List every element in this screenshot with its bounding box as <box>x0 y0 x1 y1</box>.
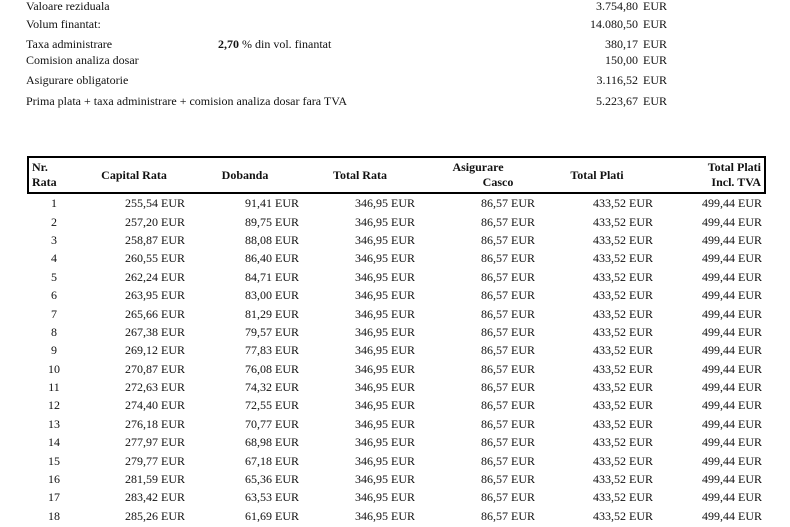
table-row <box>28 193 765 212</box>
cell-capital-rata: 283,42 EUR <box>125 490 185 505</box>
cell-total-rata: 346,95 EUR <box>355 251 415 266</box>
cell-nr-rata: 13 <box>48 416 60 431</box>
cell-dobanda: 61,69 EUR <box>245 508 299 523</box>
cell-dobanda: 67,18 EUR <box>245 453 299 468</box>
summary-row-asigurare-obligatorie <box>0 71 790 89</box>
cell-asigurare-casco: 86,57 EUR <box>481 435 535 450</box>
table-row <box>28 212 765 230</box>
summary-row-valoare-reziduala <box>0 0 790 15</box>
cell-total-rata: 346,95 EUR <box>355 196 415 211</box>
cell-total-rata: 346,95 EUR <box>355 435 415 450</box>
cell-total-plati-tva: 499,44 EUR <box>702 435 762 450</box>
cell-total-plati-tva: 499,44 EUR <box>702 196 762 211</box>
header-asigurare-casco: Asigurare Casco <box>418 157 538 193</box>
summary-label: Comision analiza dosar <box>26 53 139 67</box>
header-total-plati-tva: Total Plati Incl. TVA <box>656 157 765 193</box>
cell-total-plati: 433,52 EUR <box>593 324 653 339</box>
table-row <box>28 341 765 359</box>
cell-asigurare-casco: 86,57 EUR <box>481 416 535 431</box>
cell-asigurare-casco: 86,57 EUR <box>481 453 535 468</box>
summary-currency: EUR <box>643 37 667 51</box>
cell-nr-rata: 11 <box>48 380 60 395</box>
cell-asigurare-casco: 86,57 EUR <box>481 324 535 339</box>
cell-capital-rata: 269,12 EUR <box>125 343 185 358</box>
table-header-row <box>28 157 765 193</box>
cell-total-plati: 433,52 EUR <box>593 508 653 523</box>
cell-total-rata: 346,95 EUR <box>355 214 415 229</box>
cell-total-plati-tva: 499,44 EUR <box>702 269 762 284</box>
cell-asigurare-casco: 86,57 EUR <box>481 251 535 266</box>
cell-total-plati: 433,52 EUR <box>593 453 653 468</box>
table-row <box>28 231 765 249</box>
cell-dobanda: 63,53 EUR <box>245 490 299 505</box>
header-total-rata: Total Rata <box>302 157 418 193</box>
cell-total-plati-tva: 499,44 EUR <box>702 472 762 487</box>
summary-label: Volum finantat: <box>26 17 101 31</box>
cell-dobanda: 79,57 EUR <box>245 324 299 339</box>
table-row <box>28 249 765 267</box>
summary-row-volum-finantat <box>0 15 790 33</box>
cell-nr-rata: 15 <box>48 453 60 468</box>
cell-nr-rata: 18 <box>48 508 60 523</box>
summary-currency: EUR <box>643 17 667 31</box>
table-row <box>28 507 765 525</box>
table-row <box>28 286 765 304</box>
cell-total-plati: 433,52 EUR <box>593 306 653 321</box>
cell-capital-rata: 276,18 EUR <box>125 416 185 431</box>
cell-nr-rata: 12 <box>48 398 60 413</box>
cell-total-plati-tva: 499,44 EUR <box>702 288 762 303</box>
cell-total-plati: 433,52 EUR <box>593 232 653 247</box>
cell-nr-rata: 7 <box>51 306 57 321</box>
cell-nr-rata: 1 <box>51 196 57 211</box>
cell-total-rata: 346,95 EUR <box>355 232 415 247</box>
cell-total-rata: 346,95 EUR <box>355 324 415 339</box>
cell-asigurare-casco: 86,57 EUR <box>481 288 535 303</box>
table-row <box>28 396 765 414</box>
cell-total-rata: 346,95 EUR <box>355 508 415 523</box>
cell-nr-rata: 3 <box>51 232 57 247</box>
cell-total-plati: 433,52 EUR <box>593 288 653 303</box>
cell-total-plati: 433,52 EUR <box>593 214 653 229</box>
cell-asigurare-casco: 86,57 EUR <box>481 398 535 413</box>
cell-total-plati: 433,52 EUR <box>593 380 653 395</box>
cell-total-plati-tva: 499,44 EUR <box>702 380 762 395</box>
summary-label: Asigurare obligatorie <box>26 73 129 87</box>
summary-row-comision-analiza <box>0 51 790 69</box>
cell-total-plati: 433,52 EUR <box>593 251 653 266</box>
cell-total-plati-tva: 499,44 EUR <box>702 324 762 339</box>
cell-capital-rata: 260,55 EUR <box>125 251 185 266</box>
cell-total-plati-tva: 499,44 EUR <box>702 232 762 247</box>
cell-nr-rata: 5 <box>51 269 57 284</box>
percentage-text: % din vol. finantat <box>242 37 332 51</box>
table-body <box>28 193 765 525</box>
summary-value: 380,17 <box>605 37 638 51</box>
cell-dobanda: 88,08 EUR <box>245 232 299 247</box>
cell-capital-rata: 257,20 EUR <box>125 214 185 229</box>
cell-total-plati-tva: 499,44 EUR <box>702 508 762 523</box>
cell-total-plati-tva: 499,44 EUR <box>702 490 762 505</box>
cell-total-rata: 346,95 EUR <box>355 306 415 321</box>
cell-capital-rata: 285,26 EUR <box>125 508 185 523</box>
cell-total-plati: 433,52 EUR <box>593 472 653 487</box>
cell-capital-rata: 267,38 EUR <box>125 324 185 339</box>
cell-asigurare-casco: 86,57 EUR <box>481 214 535 229</box>
cell-nr-rata: 4 <box>51 251 57 266</box>
cell-asigurare-casco: 86,57 EUR <box>481 508 535 523</box>
header-capital-rata: Capital Rata <box>80 157 188 193</box>
cell-total-rata: 346,95 EUR <box>355 343 415 358</box>
cell-total-plati-tva: 499,44 EUR <box>702 214 762 229</box>
summary-currency: EUR <box>643 53 667 67</box>
cell-dobanda: 77,83 EUR <box>245 343 299 358</box>
cell-nr-rata: 14 <box>48 435 60 450</box>
table-row <box>28 470 765 488</box>
cell-total-rata: 346,95 EUR <box>355 453 415 468</box>
header-dobanda: Dobanda <box>188 157 302 193</box>
cell-nr-rata: 16 <box>48 472 60 487</box>
cell-dobanda: 68,98 EUR <box>245 435 299 450</box>
cell-total-plati-tva: 499,44 EUR <box>702 343 762 358</box>
cell-dobanda: 86,40 EUR <box>245 251 299 266</box>
summary-value: 150,00 <box>605 53 638 67</box>
cell-nr-rata: 17 <box>48 490 60 505</box>
cell-total-plati: 433,52 EUR <box>593 361 653 376</box>
cell-total-plati-tva: 499,44 EUR <box>702 416 762 431</box>
summary-value: 14.080,50 <box>590 17 638 31</box>
summary-value: 3.116,52 <box>596 73 638 87</box>
cell-dobanda: 81,29 EUR <box>245 306 299 321</box>
table-row <box>28 488 765 506</box>
table-row <box>28 323 765 341</box>
cell-capital-rata: 274,40 EUR <box>125 398 185 413</box>
cell-dobanda: 76,08 EUR <box>245 361 299 376</box>
cell-capital-rata: 255,54 EUR <box>125 196 185 211</box>
cell-capital-rata: 262,24 EUR <box>125 269 185 284</box>
cell-nr-rata: 9 <box>51 343 57 358</box>
cell-total-plati: 433,52 EUR <box>593 416 653 431</box>
summary-value: 5.223,67 <box>596 94 638 108</box>
cell-capital-rata: 270,87 EUR <box>125 361 185 376</box>
table-row <box>28 268 765 286</box>
cell-dobanda: 89,75 EUR <box>245 214 299 229</box>
cell-total-plati-tva: 499,44 EUR <box>702 361 762 376</box>
cell-nr-rata: 2 <box>51 214 57 229</box>
cell-total-plati: 433,52 EUR <box>593 490 653 505</box>
summary-currency: EUR <box>643 94 667 108</box>
cell-dobanda: 91,41 EUR <box>245 196 299 211</box>
summary-value: 3.754,80 <box>596 0 638 13</box>
cell-asigurare-casco: 86,57 EUR <box>481 380 535 395</box>
percentage-value: 2,70 <box>218 37 239 51</box>
cell-asigurare-casco: 86,57 EUR <box>481 361 535 376</box>
cell-nr-rata: 6 <box>51 288 57 303</box>
cell-total-rata: 346,95 EUR <box>355 490 415 505</box>
summary-currency: EUR <box>643 0 667 13</box>
cell-asigurare-casco: 86,57 EUR <box>481 490 535 505</box>
cell-dobanda: 65,36 EUR <box>245 472 299 487</box>
cell-total-plati: 433,52 EUR <box>593 343 653 358</box>
summary-currency: EUR <box>643 73 667 87</box>
table-row <box>28 378 765 396</box>
cell-nr-rata: 10 <box>48 361 60 376</box>
cell-capital-rata: 281,59 EUR <box>125 472 185 487</box>
summary-label: Taxa administrare <box>26 37 113 51</box>
cell-total-plati-tva: 499,44 EUR <box>702 398 762 413</box>
cell-capital-rata: 258,87 EUR <box>125 232 185 247</box>
header-nr-rata: Nr. Rata <box>28 157 80 193</box>
cell-capital-rata: 279,77 EUR <box>125 453 185 468</box>
header-total-plati: Total Plati <box>538 157 656 193</box>
cell-total-plati: 433,52 EUR <box>593 269 653 284</box>
cell-total-plati-tva: 499,44 EUR <box>702 453 762 468</box>
cell-asigurare-casco: 86,57 EUR <box>481 269 535 284</box>
cell-total-plati: 433,52 EUR <box>593 196 653 211</box>
summary-row-prima-plata <box>0 92 790 110</box>
summary-label: Prima plata + taxa administrare + comision analiza dosar fara TVA <box>26 94 347 108</box>
cell-total-plati: 433,52 EUR <box>593 398 653 413</box>
cell-dobanda: 84,71 EUR <box>245 269 299 284</box>
table-row <box>28 360 765 378</box>
table-row <box>28 415 765 433</box>
table-row <box>28 304 765 322</box>
cell-asigurare-casco: 86,57 EUR <box>481 232 535 247</box>
cell-nr-rata: 8 <box>51 324 57 339</box>
cell-total-rata: 346,95 EUR <box>355 288 415 303</box>
cell-capital-rata: 265,66 EUR <box>125 306 185 321</box>
cell-total-plati: 433,52 EUR <box>593 435 653 450</box>
cell-asigurare-casco: 86,57 EUR <box>481 196 535 211</box>
cell-capital-rata: 277,97 EUR <box>125 435 185 450</box>
cell-capital-rata: 272,63 EUR <box>125 380 185 395</box>
table-row <box>28 451 765 469</box>
cell-total-rata: 346,95 EUR <box>355 269 415 284</box>
cell-dobanda: 72,55 EUR <box>245 398 299 413</box>
cell-asigurare-casco: 86,57 EUR <box>481 343 535 358</box>
summary-label: Valoare reziduala <box>26 0 110 13</box>
cell-dobanda: 70,77 EUR <box>245 416 299 431</box>
cell-dobanda: 83,00 EUR <box>245 288 299 303</box>
cell-capital-rata: 263,95 EUR <box>125 288 185 303</box>
cell-total-plati-tva: 499,44 EUR <box>702 306 762 321</box>
cell-asigurare-casco: 86,57 EUR <box>481 472 535 487</box>
cell-total-plati-tva: 499,44 EUR <box>702 251 762 266</box>
cell-total-rata: 346,95 EUR <box>355 361 415 376</box>
cell-dobanda: 74,32 EUR <box>245 380 299 395</box>
table-row <box>28 433 765 451</box>
cell-total-rata: 346,95 EUR <box>355 472 415 487</box>
cell-total-rata: 346,95 EUR <box>355 380 415 395</box>
payment-schedule-table <box>27 156 766 525</box>
cell-total-rata: 346,95 EUR <box>355 398 415 413</box>
cell-total-rata: 346,95 EUR <box>355 416 415 431</box>
cell-asigurare-casco: 86,57 EUR <box>481 306 535 321</box>
